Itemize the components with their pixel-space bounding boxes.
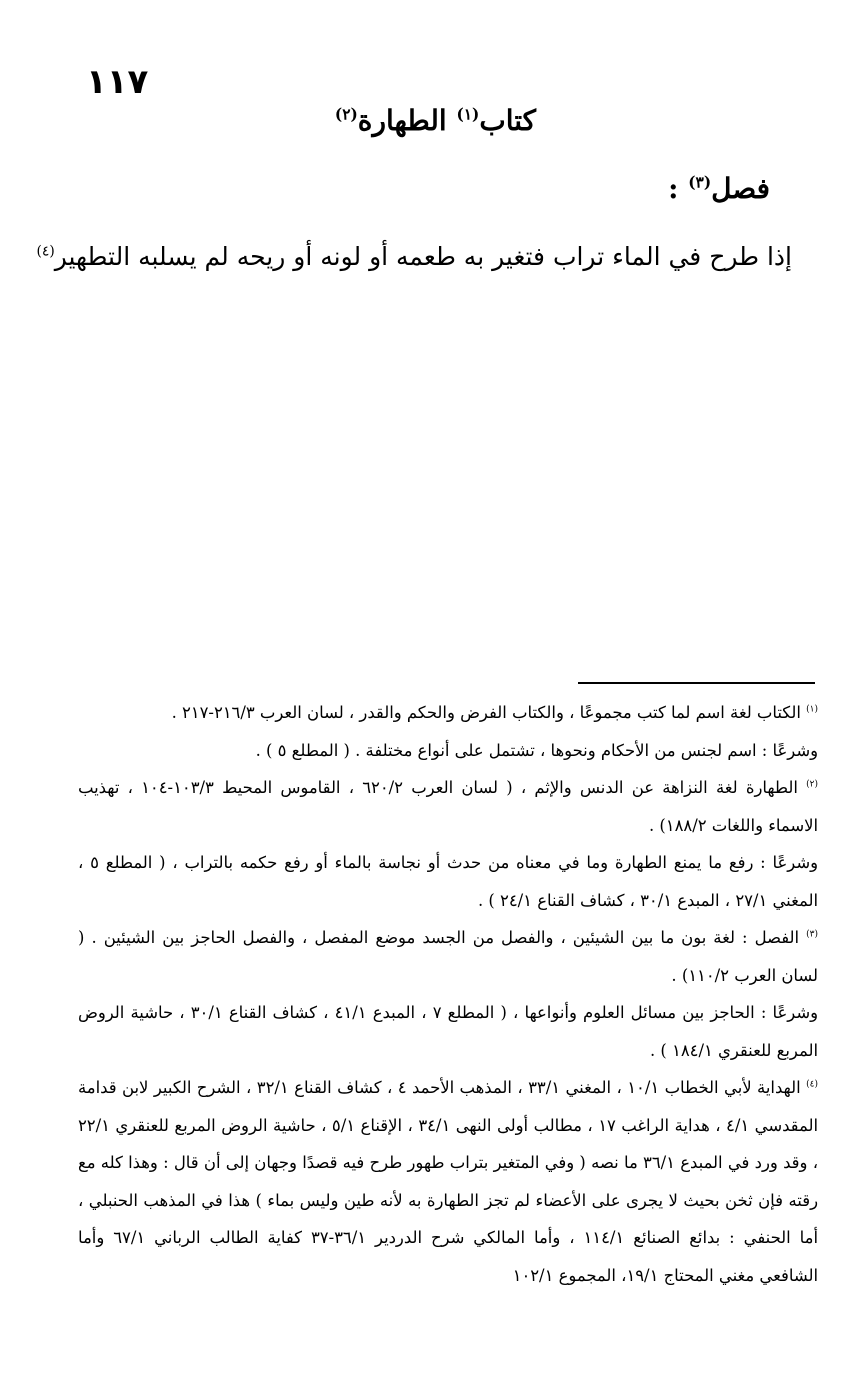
footnote-marker: (٤) [806, 1079, 818, 1090]
footnote-ref-4: (٤) [36, 243, 55, 260]
footnote-text: الكتاب لغة اسم لما كتب مجموعًا ، والكتاب الفرض والحكم والقدر ، لسان العرب ٢١٦/٣-٢١٧ . [171, 703, 807, 722]
footnote-ref-1: (١) [456, 105, 480, 124]
footnote-3-continuation [78, 994, 818, 1069]
title-tahara: الطهارة [357, 104, 457, 137]
footnote-text: الطهارة لغة النزاهة عن الدنس والإثم ، ( لسان العرب ٦٢٠/٢ ، القاموس المحيط ١٠٣/٣-١٠٤ ، تهذيب الاسماء واللغات ١٨٨/٢) . [78, 778, 818, 835]
footnote-marker: (٣) [806, 929, 819, 940]
footnote-ref-3: (٣) [688, 173, 712, 192]
body-text [37, 242, 792, 271]
footnote-divider [578, 682, 815, 684]
footnotes [78, 694, 818, 1294]
footnote-text: وشرعًا : الحاجز بين مسائل العلوم وأنواعها ، ( المطلع ٧ ، المبدع ٤١/١ ، كشاف القناع ٣٠/١ ، حاشية الروض المربع للعنقري ١٨٤/١ ) . [78, 1003, 818, 1060]
footnote-3 [78, 919, 818, 994]
footnote-1 [78, 694, 818, 732]
footnote-text: وشرعًا : اسم لجنس من الأحكام ونحوها ، تشتمل على أنواع مختلفة . ( المطلع ٥ ) . [255, 740, 818, 760]
footnote-2 [78, 769, 818, 844]
footnote-ref-2: (٢) [334, 105, 358, 124]
body-sentence: إذا طرح في الماء تراب فتغير به طعمه أو لونه أو ريحه لم يسلبه التطهير [54, 242, 792, 271]
footnote-text: وشرعًا : رفع ما يمنع الطهارة وما في معناه من حدث أو نجاسة بالماء أو رفع حكمه بالتراب ، ( المطلع ٥ ، المغني ٢٧/١ ، المبدع ٣٠/١ ، كشاف القناع ٢٤/١ ) . [78, 853, 818, 910]
footnote-marker: (٢) [806, 779, 819, 790]
footnote-text: الفصل : لغة بون ما بين الشيئين ، والفصل من الجسد موضع المفصل ، والفصل الحاجز بين الشيئين . ( لسان العرب ١١٠/٢) . [78, 928, 818, 985]
section-label: فصل [711, 172, 770, 205]
section-heading [668, 172, 770, 205]
footnote-1-continuation [78, 732, 818, 770]
book-title [335, 104, 536, 137]
title-kitab: كتاب [479, 104, 536, 137]
footnote-4 [78, 1069, 818, 1294]
page-number: ١١٧ [86, 62, 149, 102]
footnote-text: الهداية لأبي الخطاب ١٠/١ ، المغني ٣٣/١ ، المذهب الأحمد ٤ ، كشاف القناع ٣٢/١ ، الشرح الكبير لابن قدامة المقدسي ٤/١ ، هداية الراغب ١٧ ، مطالب أولى النهى ٣٤/١ ، الإقناع ٥/١ ، حاشية الروض المربع للعنقري ٢٢/١ ، وقد ورد في المبدع ٣٦/١ ما نصه ( وفي المتغير بتراب طهور طرح فيه قصدًا وجهان إلى أن قال : وهذا كله مع رقته فإن ثخن بحيث لا يجرى على الأعضاء لم تجز الطهارة به لأنه طين وليس بماء ) هذا في المذهب الحنبلي ، أما الحنفي : بدائع الصنائع ١١٤/١ ، وأما المالكي شرح الدردير ٣٦/١-٣٧ كفاية الطالب الرباني ٦٧/١ وأما الشافعي مغني المحتاج ١٩/١، المجموع ١٠٢/١ [78, 1078, 818, 1285]
footnote-2-continuation [78, 844, 818, 919]
footnote-marker: (١) [806, 704, 818, 715]
section-colon: : [668, 172, 689, 205]
